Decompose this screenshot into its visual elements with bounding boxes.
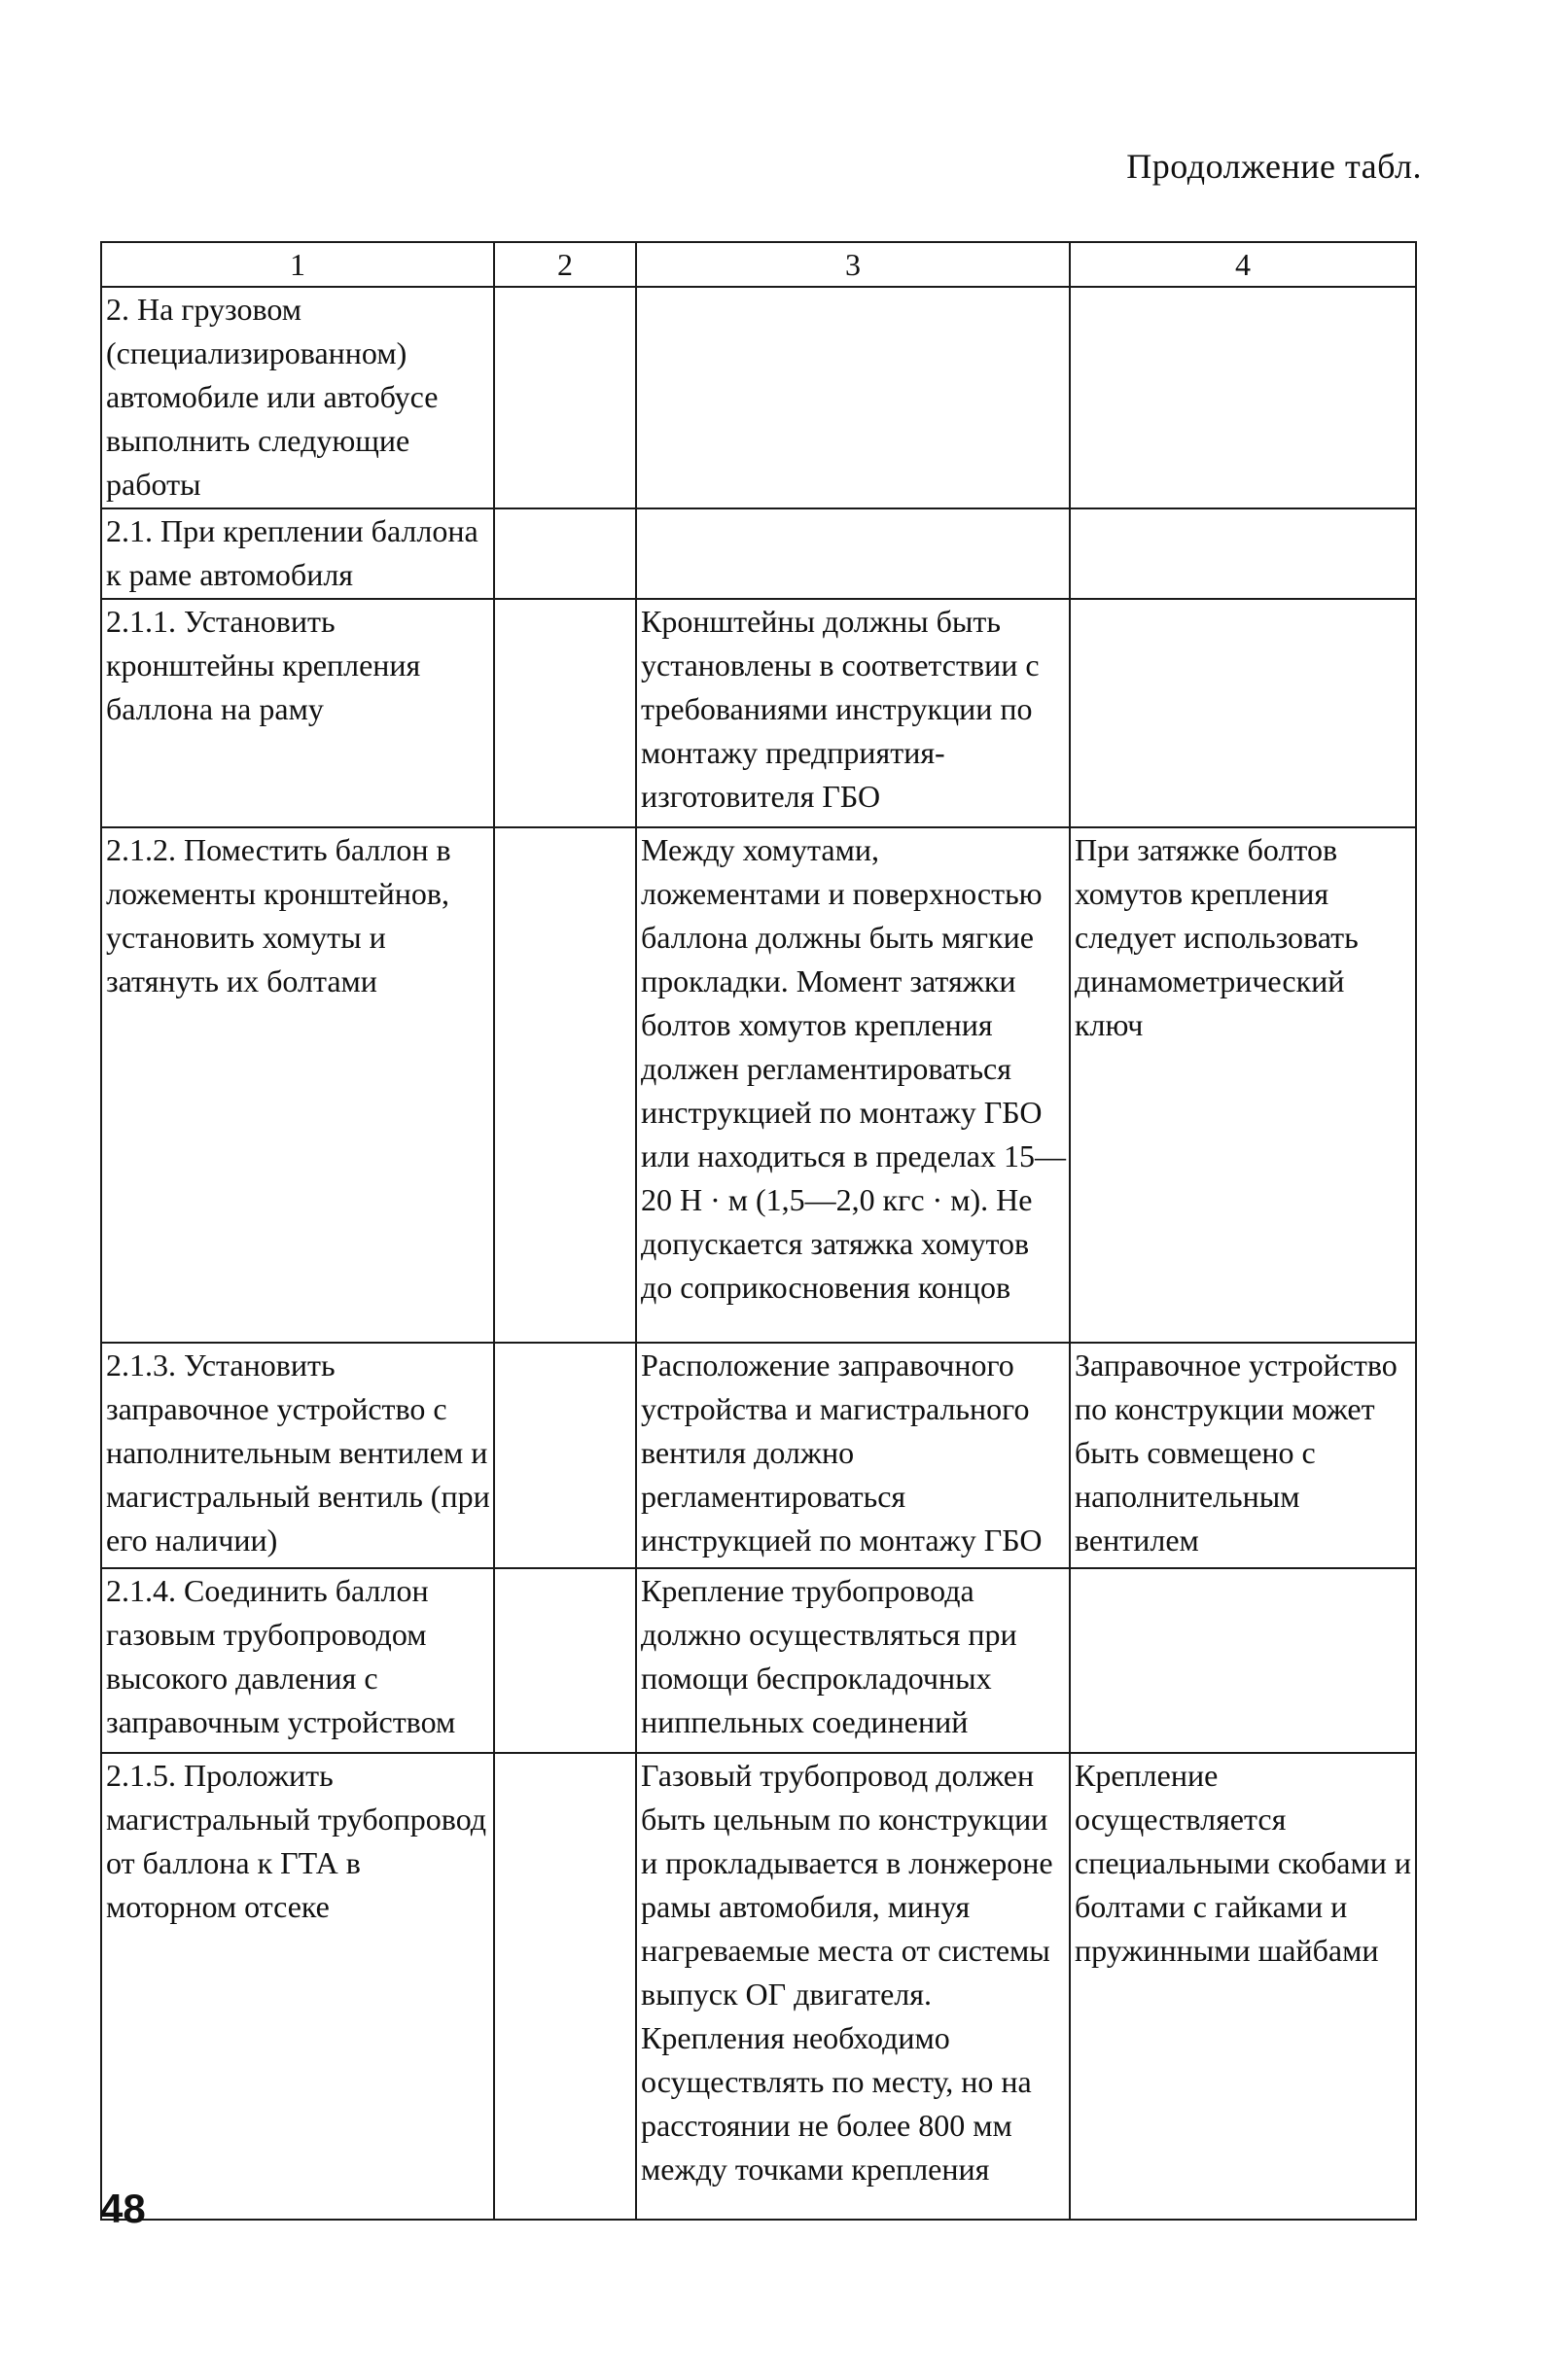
table-row: [101, 599, 1416, 827]
operation-cell: 2.1. При креплении баллона к раме автомобиля: [101, 508, 494, 599]
table-row: [101, 1753, 1416, 2220]
notes-cell: При затяжке болтов хомутов крепления следует использовать динамометрический ключ: [1070, 827, 1416, 1343]
notes-cell: [1070, 508, 1416, 599]
column-2-cell: [494, 1753, 636, 2220]
column-header-4: 4: [1070, 242, 1416, 287]
page-number: 48: [100, 2186, 146, 2231]
notes-cell: Заправочное устройство по конструкции может быть совмещено с наполнительным вентилем: [1070, 1343, 1416, 1568]
requirements-table: [100, 241, 1417, 2221]
requirements-cell: Между хомутами, ложементами и поверхностью баллона должны быть мягкие прокладки. Момент затяжки болтов хомутов крепления должен регламентироваться инструкцией по монтажу ГБО или находиться в пределах 15—20 Н · м (1,5—2,0 кгс · м). Не допускается затяжка хомутов до соприкосновения концов: [636, 827, 1070, 1343]
column-2-cell: [494, 1343, 636, 1568]
column-2-cell: [494, 1568, 636, 1753]
requirements-cell: [636, 287, 1070, 508]
requirements-cell: Газовый трубопровод должен быть цельным по конструкции и прокладывается в лонжероне рамы автомобиля, минуя нагреваемые места от системы выпуск ОГ двигателя. Крепления необходимо осуществлять по месту, но на расстоянии не более 800 мм между точками крепления: [636, 1753, 1070, 2220]
column-2-cell: [494, 287, 636, 508]
column-2-cell: [494, 827, 636, 1343]
column-header-2: 2: [494, 242, 636, 287]
column-header-3: 3: [636, 242, 1070, 287]
requirements-cell: [636, 508, 1070, 599]
column-2-cell: [494, 508, 636, 599]
table-row: [101, 508, 1416, 599]
operation-cell: 2.1.1. Установить кронштейны крепления баллона на раму: [101, 599, 494, 827]
table-row: [101, 1568, 1416, 1753]
notes-cell: [1070, 287, 1416, 508]
notes-cell: [1070, 1568, 1416, 1753]
column-header-1: 1: [101, 242, 494, 287]
notes-cell: [1070, 599, 1416, 827]
operation-cell: 2.1.5. Проложить магистральный трубопровод от баллона к ГТА в моторном отсеке: [101, 1753, 494, 2220]
column-number-row: [101, 242, 1416, 287]
table-continuation-label: Продолжение табл.: [1126, 147, 1422, 186]
requirements-cell: Крепление трубопровода должно осуществляться при помощи беспрокладочных ниппельных соединений: [636, 1568, 1070, 1753]
operation-cell: 2.1.3. Установить заправочное устройство с наполнительным вентилем и магистральный вентиль (при его наличии): [101, 1343, 494, 1568]
table-row: [101, 827, 1416, 1343]
operation-cell: 2.1.2. Поместить баллон в ложементы кронштейнов, установить хомуты и затянуть их болтами: [101, 827, 494, 1343]
column-2-cell: [494, 599, 636, 827]
table-row: [101, 1343, 1416, 1568]
operation-cell: 2. На грузовом (специализированном) автомобиле или автобусе выполнить следующие работы: [101, 287, 494, 508]
requirements-cell: Кронштейны должны быть установлены в соответствии с требованиями инструкции по монтажу предприятия-изготовителя ГБО: [636, 599, 1070, 827]
table-row: [101, 287, 1416, 508]
requirements-cell: Расположение заправочного устройства и магистрального вентиля должно регламентироваться инструкцией по монтажу ГБО: [636, 1343, 1070, 1568]
notes-cell: Крепление осуществляется специальными скобами и болтами с гайками и пружинными шайбами: [1070, 1753, 1416, 2220]
operation-cell: 2.1.4. Соединить баллон газовым трубопроводом высокого давления с заправочным устройством: [101, 1568, 494, 1753]
